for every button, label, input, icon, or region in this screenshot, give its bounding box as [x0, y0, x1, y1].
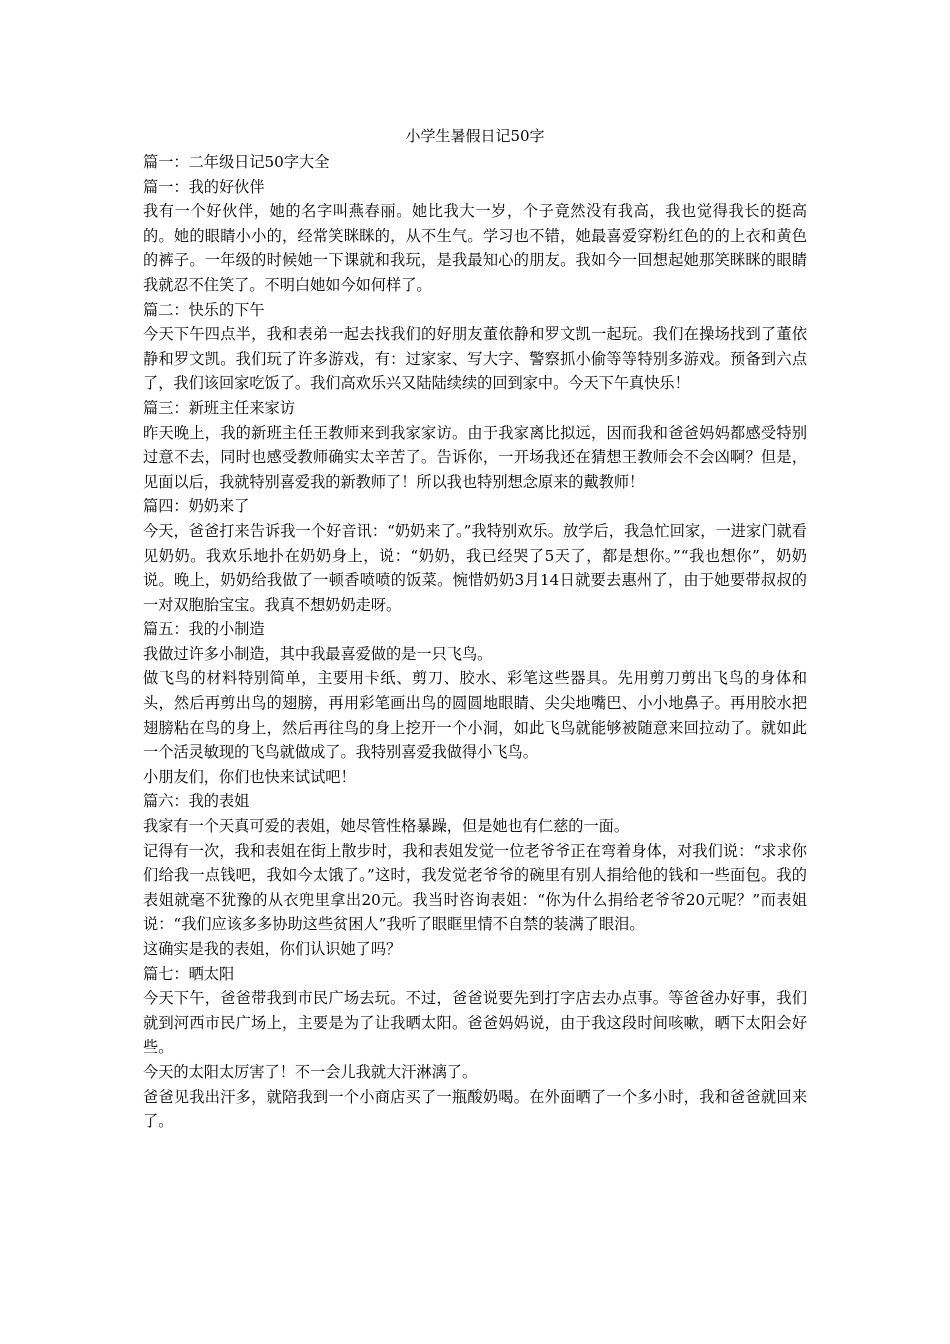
section-heading: 篇五：我的小制造 [143, 620, 265, 639]
paragraph: 今天下午，爸爸带我到市民广场去玩。不过，爸爸说要先到打字店去办点事。等爸爸办好事，我们就到河西市民广场上，主要是为了让我晒太阳。爸爸妈妈说，由于我这段时间咳嗽，晒下太阳会好些。 [143, 989, 807, 1057]
section-heading: 篇七：晒太阳 [143, 964, 235, 983]
section-heading: 篇二：快乐的下午 [143, 300, 265, 319]
paragraph: 今天下午四点半，我和表弟一起去找我们的好朋友董依静和罗文凯一起玩。我们在操场找到了董依静和罗文凯。我们玩了许多游戏，有：过家家、写大字、警察抓小偷等等特别多游戏。预备到六点了，我们该回家吃饭了。我们高欢乐兴又陆陆续续的回到家中。今天下午真快乐！ [143, 325, 807, 393]
paragraph: 爸爸见我出汗多，就陪我到一个小商店买了一瓶酸奶喝。在外面晒了一个多小时，我和爸爸就回来了。 [143, 1087, 807, 1131]
document-title: 小学生暑假日记50字 [405, 127, 545, 145]
paragraph: 今天，爸爸打来告诉我一个好音讯：“奶奶来了。”我特别欢乐。放学后，我急忙回家，一进家门就看见奶奶。我欢乐地扑在奶奶身上，说：“奶奶，我已经哭了5天了，都是想你。”“我也想你”，奶奶说。晚上，奶奶给我做了一顿香喷喷的饭菜。惋惜奶奶3月14日就要去惠州了，由于她要带叔叔的一对双胞胎宝宝。我真不想奶奶走呀。 [143, 521, 807, 614]
section-heading: 篇六：我的表姐 [143, 792, 250, 811]
section-heading: 篇一：二年级日记50字大全 [143, 153, 330, 171]
paragraph: 我有一个好伙伴，她的名字叫燕春丽。她比我大一岁，个子竟然没有我高，我也觉得我长的挺高的。她的眼睛小小的，经常笑眯眯的，从不生气。学习也不错，她最喜爱穿粉红色的的上衣和黄色的裤子。一年级的时候她一下课就和我玩，是我最知心的朋友。我如今一回想起她那笑眯眯的眼睛我就忍不住笑了。不明白她如今如何样了。 [143, 202, 807, 294]
paragraph: 今天的太阳太厉害了！不一会儿我就大汗淋漓了。 [143, 1062, 478, 1081]
paragraph: 记得有一次，我和表姐在街上散步时，我和表姐发觉一位老爷爷正在弯着身体，对我们说：“求求你们给我一点钱吧，我如今太饿了。”这时，我发觉老爷爷的碗里有别人捐给他的钱和一些面包。我的表姐就毫不犹豫的从衣兜里拿出20元。我当时咨询表姐：“你为什么捐给老爷爷20元呢？”而表姐说：“我们应该多多协助这些贫困人”我听了眼眶里情不自禁的装满了眼泪。 [143, 841, 807, 934]
paragraph: 昨天晚上，我的新班主任王教师来到我家家访。由于我家离比拟远，因而我和爸爸妈妈都感受特别过意不去，同时也感受教师确实太辛苦了。告诉你，一开场我还在猜想王教师会不会凶啊？但是，见面以后，我就特别喜爱我的新教师了！所以我也特别想念原来的戴教师！ [143, 423, 807, 491]
paragraph: 小朋友们，你们也快来试试吧！ [143, 767, 356, 786]
document-page [143, 126, 807, 1134]
paragraph: 这确实是我的表姐，你们认识她了吗？ [143, 940, 402, 958]
section-heading: 篇一：我的好伙伴 [143, 177, 265, 196]
section-heading: 篇三：新班主任来家访 [143, 398, 295, 417]
section-heading: 篇四：奶奶来了 [143, 497, 250, 516]
paragraph: 我家有一个天真可爱的表姐，她尽管性格暴躁，但是她也有仁慈的一面。 [143, 817, 629, 836]
paragraph: 我做过许多小制造，其中我最喜爱做的是一只飞鸟。 [143, 644, 493, 663]
paragraph: 做飞鸟的材料特别简单，主要用卡纸、剪刀、胶水、彩笔这些器具。先用剪刀剪出飞鸟的身体和头，然后再剪出鸟的翅膀，再用彩笔画出鸟的圆圆地眼睛、尖尖地嘴巴、小小地鼻子。再用胶水把翅膀粘在鸟的身上，然后再往鸟的身上挖开一个小洞，如此飞鸟就能够被随意来回拉动了。就如此一个活灵敏现的飞鸟就做成了。我特别喜爱我做得小飞鸟。 [143, 669, 807, 762]
